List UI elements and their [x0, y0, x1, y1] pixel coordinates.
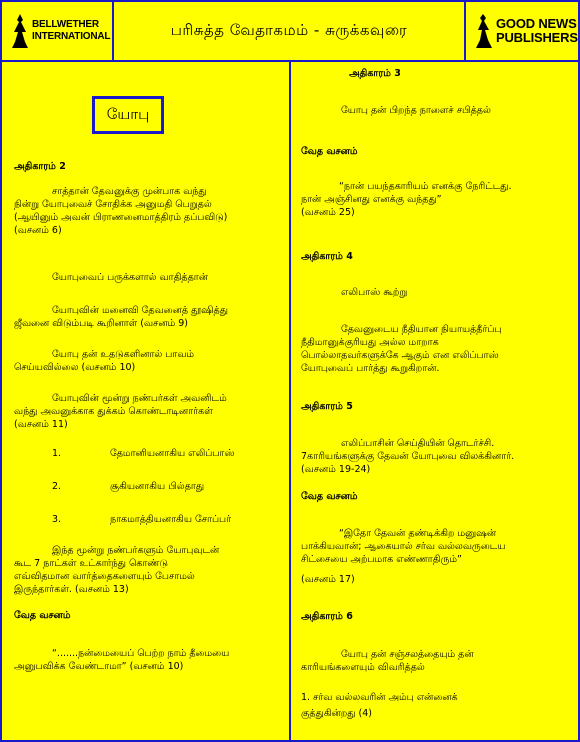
ch5-p-line1: எலிப்பாசின் செய்தியின் தொடர்ச்சி. [341, 438, 495, 449]
ch2-p3-line2: ஜீவனை விடும்படி கூறினாள் (வசனம் 9) [14, 318, 188, 329]
header [2, 2, 578, 62]
ch2-p5-line3: (வசனம் 11) [14, 419, 68, 430]
header-title: பரிசுத்த வேதாகமம் - சுருக்கவுரை [170, 21, 408, 39]
ch2-p6-line4: இருந்தார்கள். (வசனம் 13) [14, 584, 129, 595]
bellwether-logo-text: BELLWETHER INTERNATIONAL [32, 19, 111, 42]
chapter-6-heading: அதிகாரம் 6 [301, 611, 353, 622]
ch5-p-line3: (வசனம் 19-24) [301, 464, 371, 475]
chapter-5-heading: அதிகாரம் 5 [301, 401, 353, 412]
verse-heading-2: வேத வசனம் [301, 491, 358, 502]
list-item-2-text: சூகியனாகிய பில்தாது [110, 481, 205, 492]
ch2-p4-line2: செய்யவில்லை (வசனம் 10) [14, 362, 136, 373]
verse-heading-1: வேத வசனம் [301, 146, 358, 157]
list-item-3-number: 3. [52, 514, 62, 525]
ch6-p-line2: காரியங்களையும் விவரித்தல் [301, 662, 425, 673]
verse-left-line1: “.......நன்மையைப் பெற்ற நாம் தீமையை [52, 648, 230, 659]
left-column [2, 62, 291, 740]
ch2-p2: யோபுவைப் பருக்களால் வாதித்தான் [52, 272, 208, 283]
bellwether-logo [10, 12, 110, 50]
verse1-line1: “நான் பயந்தகாரியம் எனக்கு நேரிட்டது. [339, 181, 512, 192]
verse2-line1: “இதோ தேவன் தண்டிக்கிற மனுஷன் [339, 528, 497, 539]
ch4-p-line2: நீதிமானுக்குரியது அல்ல மாறாக [301, 337, 439, 348]
ch4-p-line1: தேவனுடைய நீதியான நியாயத்தீர்ப்பு [341, 324, 502, 335]
verse1-line2: நான் அஞ்சினது எனக்கு வந்தது” [301, 194, 442, 205]
ch2-p6-line3: எவ்விதமான வார்த்தைகளையும் பேசாமல் [14, 571, 195, 582]
ch2-p1-line2: நின்று யோபுவைச் சோதிக்க அனுமதி பெறுதல் [14, 199, 212, 210]
ch4-p-line4: யோபுவைப் பார்த்து கூறுகிறான். [301, 363, 440, 374]
ch2-p6-line1: இந்த மூன்று நண்பர்களும் யோபுவுடன் [52, 545, 220, 556]
list-item-1-number: 1. [52, 448, 62, 459]
ch2-p1-line4: (வசனம் 6) [14, 225, 62, 236]
list-item-3-text: நாகமாத்தியனாகிய சோப்பர் [110, 514, 232, 525]
header-right-logo-cell [466, 2, 578, 60]
list-item-1-text: தேமானியனாகிய எலிப்பாஸ் [110, 448, 235, 459]
right-column [291, 62, 578, 740]
book-title-box [92, 96, 164, 134]
good-news-logo-text: GOOD NEWS PUBLISHERS [496, 16, 578, 45]
ch2-p6-line2: கூட 7 நாட்கள் உட்கார்ந்து கொண்டு [14, 558, 168, 569]
chapter-4-heading: அதிகாரம் 4 [301, 251, 353, 262]
list-item-2-number: 2. [52, 481, 62, 492]
verse-heading-left: வேத வசனம் [14, 610, 71, 621]
ch4-text: எலிபாஸ் கூற்று [341, 287, 408, 298]
ch2-p5-line1: யோபுவின் மூன்று நண்பர்கள் அவனிடம் [52, 393, 227, 404]
good-news-icon [474, 12, 494, 50]
header-left-logo-cell [2, 2, 114, 60]
ch6-p-line1: யோபு தன் சஞ்சலத்தையும் தன் [341, 649, 474, 660]
good-news-logo [474, 12, 578, 50]
bellwether-icon [10, 12, 30, 50]
book-title: யோபு [106, 105, 150, 123]
verse1-line3: (வசனம் 25) [301, 207, 355, 218]
ch4-p-line3: பொல்லாதவர்களுக்கே ஆகும் என எலிப்பாஸ் [301, 350, 499, 361]
ch6-item-line1: 1. சர்வ வல்லவரின் அம்பு என்னைக் [301, 692, 458, 703]
header-title-cell [114, 2, 466, 60]
verse2-line2: பாக்கியவான்; ஆகையால் சர்வ வல்லவருடைய [301, 541, 506, 552]
verse-left-line2: அனுபவிக்க வேண்டாமா” (வசனம் 10) [14, 661, 184, 672]
ch6-item-line2: குத்துகின்றது (4) [301, 708, 372, 719]
chapter-3-heading: அதிகாரம் 3 [349, 68, 401, 79]
ch2-p1-line1: சாத்தான் தேவனுக்கு முன்பாக வந்து [52, 186, 207, 197]
ch2-p1-line3: (ஆயினும் அவன் பிராணனைமாத்திரம் தப்பவிடு) [14, 212, 228, 223]
verse2-line3: சிட்சையை அற்பமாக எண்ணாதிரும்” [301, 554, 462, 565]
ch2-p3-line1: யோபுவின் மனைவி தேவனைத் தூஷித்து [52, 305, 228, 316]
verse2-line4: (வசனம் 17) [301, 574, 355, 585]
chapter-2-heading: அதிகாரம் 2 [14, 161, 66, 172]
ch2-p5-line2: வந்து அவனுக்காக துக்கம் கொண்டாடினார்கள் [14, 406, 213, 417]
ch2-p4-line1: யோபு தன் உதடுகளினால் பாவம் [52, 349, 195, 360]
ch3-text: யோபு தன் பிறந்த நாளைச் சபித்தல் [341, 105, 491, 116]
ch5-p-line2: 7காரியங்களுக்கு தேவன் யோபுவை விலக்கினார். [301, 451, 515, 462]
